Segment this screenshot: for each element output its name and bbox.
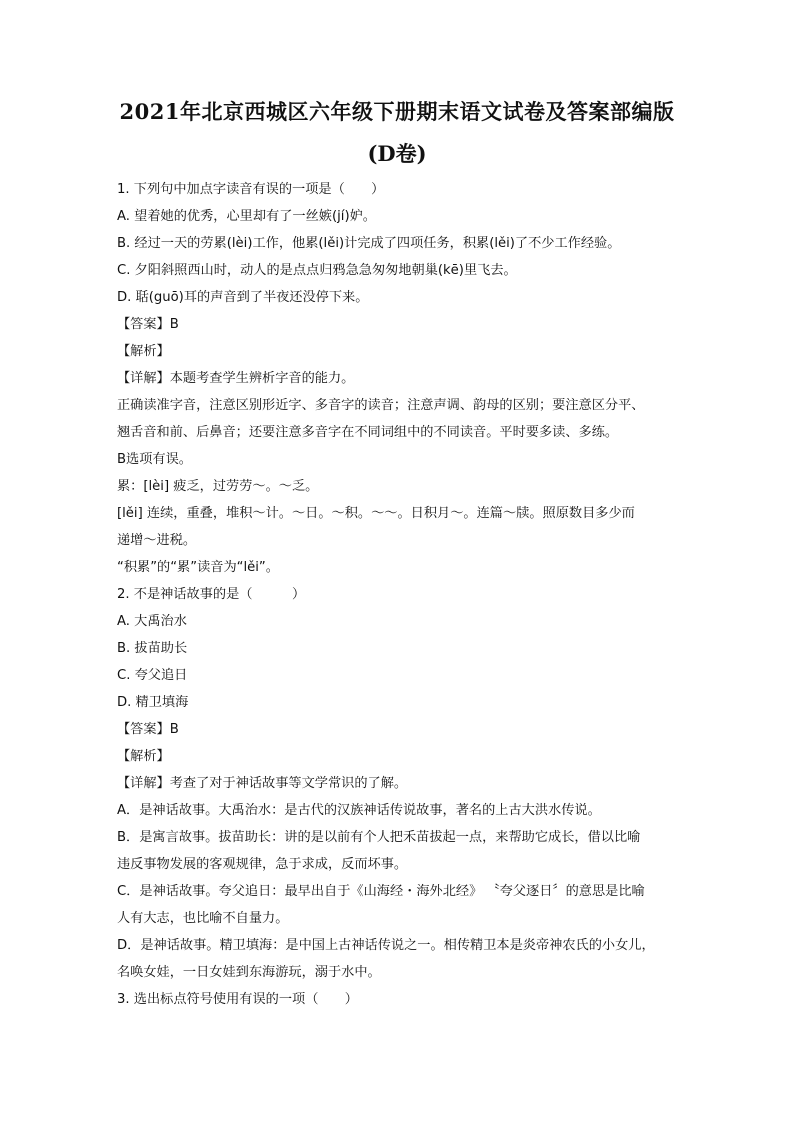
text-line: D．是神话故事。精卫填海：是中国上古神话传说之一。相传精卫本是炎帝神农氏的小女儿， <box>117 938 655 953</box>
text-line: A. 大禹治水 <box>117 614 187 629</box>
text-line: 【详解】本题考查学生辨析字音的能力。 <box>117 371 355 386</box>
text-line: A．是神话故事。大禹治水：是古代的汉族神话传说故事，著名的上古大洪水传说。 <box>117 803 601 818</box>
text-line: B．是寓言故事。拔苗助长：讲的是以前有个人把禾苗拔起一点，来帮助它成长，借以比喻 <box>117 830 641 845</box>
text-line: 正确读准字音，注意区别形近字、多音字的读音；注意声调、韵母的区别；要注意区分平、 <box>117 398 645 413</box>
text-line: 名唤女娃，一日女娃到东海游玩，溺于水中。 <box>117 965 381 980</box>
text-line: 违反事物发展的客观规律，急于求成，反而坏事。 <box>117 857 408 872</box>
document-subtitle: (D卷) <box>367 141 427 166</box>
text-line: 递增～进税。 <box>117 533 197 548</box>
text-line: C. 夸父追日 <box>117 668 188 683</box>
text-line: 2. 不是神话故事的是（ ） <box>117 587 306 602</box>
text-line: [lěi] 连续，重叠，堆积～计。～日。～积。～～。日积月～。连篇～牍。照原数目多少而 <box>117 506 635 521</box>
text-line: 【解析】 <box>117 344 170 359</box>
document-title: 2021年北京西城区六年级下册期末语文试卷及答案部编版 <box>119 99 675 124</box>
text-line: B. 拔苗助长 <box>117 641 188 656</box>
text-line: B. 经过一天的劳累(lèi)工作，他累(lěi)计完成了四项任务，积累(lěi)了不少工作经验。 <box>117 236 621 251</box>
text-line: 翘舌音和前、后鼻音；还要注意多音字在不同词组中的不同读音。平时要多读、多练。 <box>117 425 619 440</box>
document-body <box>117 176 682 1013</box>
text-line: “积累”的“累”读音为“lěi”。 <box>117 560 279 575</box>
text-line: 【答案】B <box>117 722 179 737</box>
text-line: 3. 选出标点符号使用有误的一项（ ） <box>117 992 358 1007</box>
text-line: D. 精卫填海 <box>117 695 189 710</box>
text-line: 累：[lèi] 疲乏，过劳劳～。～乏。 <box>117 479 319 494</box>
text-line: D. 聒(guō)耳的声音到了半夜还没停下来。 <box>117 290 369 305</box>
text-line: C．是神话故事。夸父追日：最早出自于《山海经・海外北经》 〝夸父逐日〞的意思是比喻 <box>117 884 645 899</box>
text-line: B选项有误。 <box>117 452 192 467</box>
text-line: A. 望着她的优秀，心里却有了一丝嫉(jí)妒。 <box>117 209 376 224</box>
text-line: C. 夕阳斜照西山时，动人的是点点归鸦急急匆匆地朝巢(kē)里飞去。 <box>117 263 517 278</box>
text-line: 1. 下列句中加点字读音有误的一项是（ ） <box>117 182 385 197</box>
text-line: 【答案】B <box>117 317 179 332</box>
text-line: 人有大志，也比喻不自量力。 <box>117 911 289 926</box>
text-line: 【解析】 <box>117 749 170 764</box>
text-line: 【详解】考查了对于神话故事等文学常识的了解。 <box>117 776 408 791</box>
